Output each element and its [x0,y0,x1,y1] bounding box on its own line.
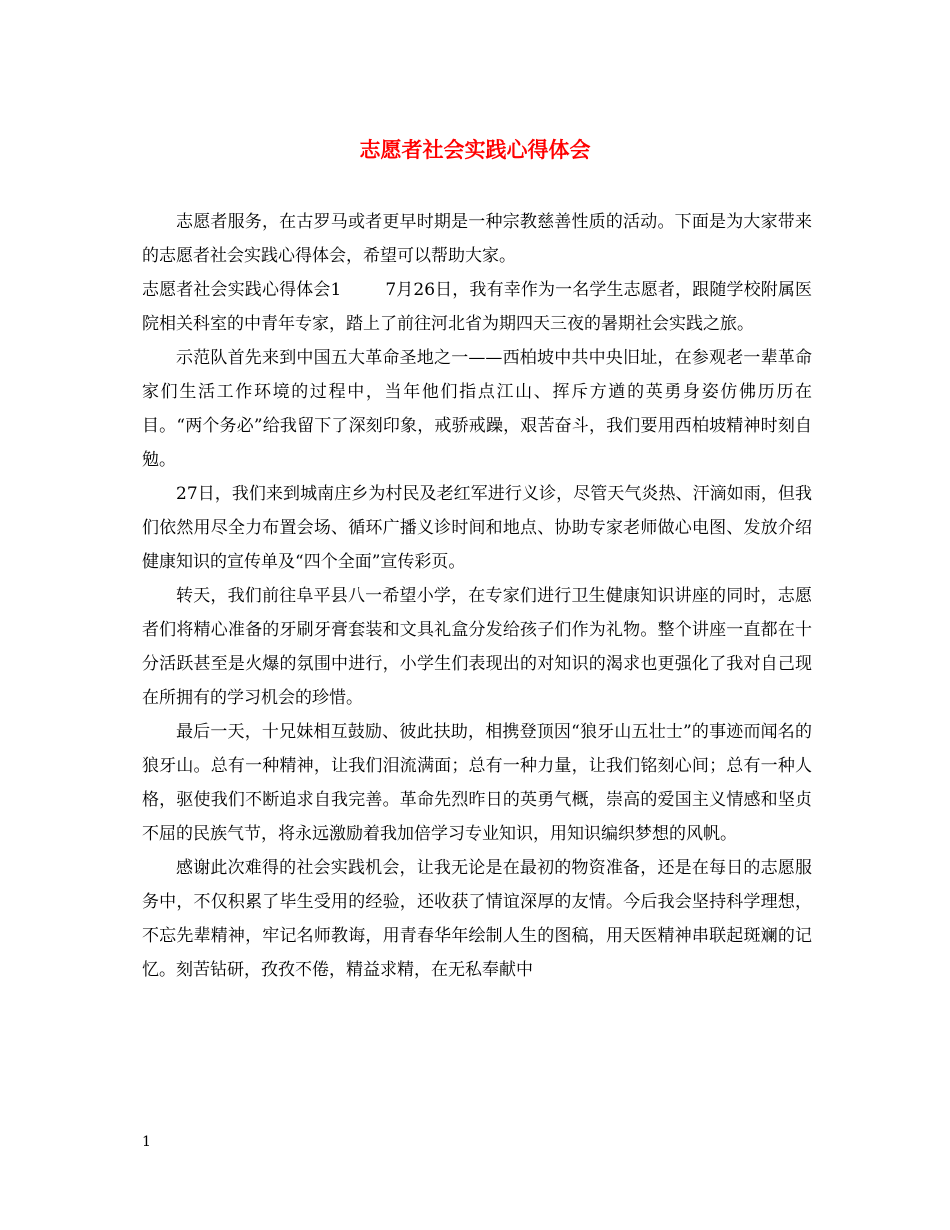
section-first-paragraph: 7月26日，我有幸作为一名学生志愿者，跟随学校附属医院相关科室的中青年专家，踏上了前往河北省为期四天三夜的暑期社会实践之旅。 [142,280,812,334]
section-heading: 志愿者社会实践心得体会1 [142,280,342,300]
body-paragraph: 最后一天，十兄妹相互鼓励、彼此扶助，相携登顶因“狼牙山五壮士”的事迹而闻名的狼牙山。总有一种精神，让我们泪流满面；总有一种力量，让我们铭刻心间；总有一种人格，驱使我们不断追求自我完善。革命先烈昨日的英勇气概，崇高的爱国主义情感和坚贞不屈的民族气节，将永远激励着我加倍学习专业知识，用知识编织梦想的风帆。 [142,722,812,844]
body-paragraph: 感谢此次难得的社会实践机会，让我无论是在最初的物资准备，还是在每日的志愿服务中，不仅积累了毕生受用的经验，还收获了情谊深厚的友情。今后我会坚持科学理想，不忘先辈精神，牢记名师教诲，用青春华年绘制人生的图稿，用天医精神串联起斑斓的记忆。刻苦钻研，孜孜不倦，精益求精，在无私奉献中 [142,858,812,980]
page-number: 1 [142,1134,151,1150]
section-paragraph [142,273,812,341]
body-paragraph: 转天，我们前往阜平县八一希望小学，在专家们进行卫生健康知识讲座的同时，志愿者们将精心准备的牙刷牙膏套装和文具礼盒分发给孩子们作为礼物。整个讲座一直都在十分活跃甚至是火爆的氛围中进行，小学生们表现出的对知识的渴求也更强化了我对自己现在所拥有的学习机会的珍惜。 [142,586,812,708]
body-paragraph: 示范队首先来到中国五大革命圣地之一——西柏坡中共中央旧址，在参观老一辈革命家们生活工作环境的过程中，当年他们指点江山、挥斥方遒的英勇身姿仿佛历历在目。“两个务必”给我留下了深刻印象，戒骄戒躁，艰苦奋斗，我们要用西柏坡精神时刻自勉。 [142,348,812,470]
body-paragraph: 27日，我们来到城南庄乡为村民及老红军进行义诊，尽管天气炎热、汗滴如雨，但我们依然用尽全力布置会场、循环广播义诊时间和地点、协助专家老师做心电图、发放介绍健康知识的宣传单及“四个全面”宣传彩页。 [142,484,812,572]
intro-paragraph: 志愿者服务，在古罗马或者更早时期是一种宗教慈善性质的活动。下面是为大家带来的志愿者社会实践心得体会，希望可以帮助大家。 [142,212,812,266]
document-title: 志愿者社会实践心得体会 [359,137,591,162]
document-body [142,205,812,987]
